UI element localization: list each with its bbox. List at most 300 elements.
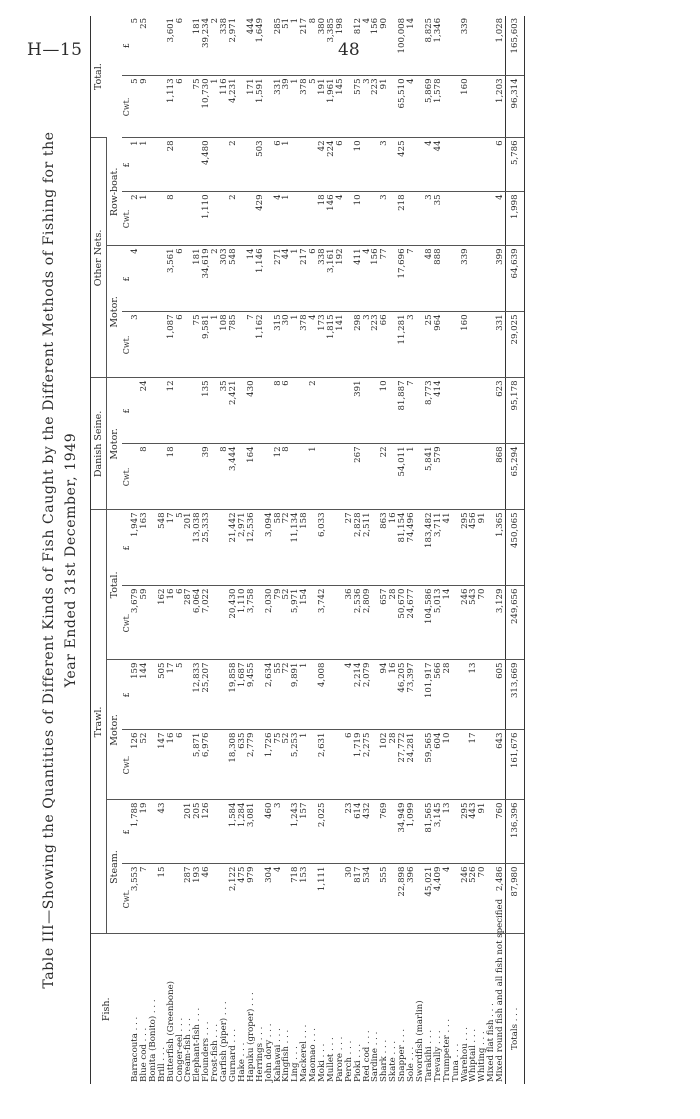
table-cell: 135 xyxy=(202,378,211,444)
table-cell: 5 xyxy=(131,76,140,138)
fish-name-cell: Elephant-fish . . . xyxy=(192,1007,203,1082)
table-cell: 30 xyxy=(345,864,354,934)
table-cell xyxy=(291,444,300,510)
table-cell: 23 xyxy=(345,800,354,864)
table-cell: 1 xyxy=(291,16,300,76)
table-cell: 162 xyxy=(158,586,167,660)
table-cell xyxy=(416,192,425,246)
table-cell: 304 xyxy=(265,864,274,934)
unit-pound: £ xyxy=(122,800,131,864)
table-cell: 20,430 xyxy=(229,586,238,660)
table-cell: 1,584 xyxy=(229,800,238,864)
fish-name-cell: Barracouta . . . xyxy=(130,1016,140,1082)
table-cell: 548 xyxy=(158,510,167,586)
table-row xyxy=(425,16,434,1084)
table-cell: 3,601 xyxy=(167,16,176,76)
unit-pound: £ xyxy=(122,378,131,444)
table-cell: 144 xyxy=(140,660,149,730)
table-cell: 75 xyxy=(193,312,202,378)
table-cell: 2,421 xyxy=(229,378,238,444)
table-cell: 339 xyxy=(461,246,470,312)
table-cell: 4 xyxy=(336,192,345,246)
fish-name-cell: Red cod . . . xyxy=(361,1030,372,1082)
table-row xyxy=(407,16,416,1084)
total-value-cell: 1,998 xyxy=(506,192,525,246)
table-cell: 411 xyxy=(354,246,363,312)
table-cell xyxy=(443,138,452,192)
fish-name-cell: Sole . . . xyxy=(406,1046,417,1082)
table-cell: 1,578 xyxy=(434,76,443,138)
table-cell: 2,631 xyxy=(318,730,327,800)
table-cell xyxy=(300,138,309,192)
table-cell: 298 xyxy=(354,312,363,378)
table-cell: 769 xyxy=(380,800,389,864)
table-cell xyxy=(265,138,274,192)
table-cell: 223 xyxy=(371,76,380,138)
table-cell: 193 xyxy=(193,864,202,934)
table-cell xyxy=(149,246,158,312)
table-cell: 2,511 xyxy=(363,510,372,586)
fish-name-cell: Whiptail . . . xyxy=(468,1028,479,1082)
table-cell: 25 xyxy=(425,312,434,378)
table-row xyxy=(443,16,452,1084)
table-cell: 475 xyxy=(238,864,247,934)
table-cell: 643 xyxy=(496,730,505,800)
rotated-table-container xyxy=(38,17,648,1090)
table-cell xyxy=(327,510,336,586)
table-cell: 6,064 xyxy=(193,586,202,660)
table-cell: 1 xyxy=(211,76,220,138)
table-cell: 1 xyxy=(282,138,291,192)
table-cell xyxy=(371,138,380,192)
table-cell xyxy=(149,378,158,444)
table-cell: 102 xyxy=(380,730,389,800)
table-cell: 16 xyxy=(389,660,398,730)
table-cell: 104,586 xyxy=(425,586,434,660)
table-cell xyxy=(363,444,372,510)
table-cell: 218 xyxy=(398,192,407,246)
rowboat-header: Row-boat. xyxy=(107,138,123,246)
fish-name-cell: Herrings . . . xyxy=(254,1026,265,1082)
table-cell: 1,146 xyxy=(256,246,265,312)
table-cell: 6 xyxy=(282,378,291,444)
grand-total-header: Total. xyxy=(91,16,107,138)
fish-name-cell: Bonita (Bonito) . . . xyxy=(147,999,158,1082)
fish-name-cell: Gurnard . . . xyxy=(227,1028,238,1082)
table-cell xyxy=(487,192,496,246)
table-cell xyxy=(469,378,478,444)
table-cell xyxy=(140,246,149,312)
table-cell xyxy=(167,864,176,934)
table-cell: 73,397 xyxy=(407,660,416,730)
table-cell: 10,730 xyxy=(202,76,211,138)
table-cell: 201 xyxy=(184,510,193,586)
table-cell: 1,687 xyxy=(238,660,247,730)
unit-cwt: Cwt. xyxy=(122,586,131,660)
table-cell: 3 xyxy=(425,192,434,246)
table-cell xyxy=(220,138,229,192)
table-cell xyxy=(469,312,478,378)
table-cell: 604 xyxy=(434,730,443,800)
total-value-cell: 87,980 xyxy=(506,864,525,934)
table-cell xyxy=(469,246,478,312)
table-cell: 13 xyxy=(469,660,478,730)
table-cell: 25,207 xyxy=(202,660,211,730)
table-cell: 10 xyxy=(443,730,452,800)
table-cell xyxy=(184,378,193,444)
table-cell: 154 xyxy=(300,586,309,660)
fish-name-cell: Blue cod . . . xyxy=(138,1027,149,1082)
table-cell: 58 xyxy=(274,510,283,586)
table-cell: 91 xyxy=(478,510,487,586)
table-cell: 6 xyxy=(176,730,185,800)
table-cell: 91 xyxy=(478,800,487,864)
table-cell xyxy=(184,138,193,192)
table-cell xyxy=(176,192,185,246)
table-row xyxy=(176,16,185,1084)
table-row xyxy=(434,16,443,1084)
table-cell: 579 xyxy=(434,444,443,510)
table-row xyxy=(229,16,238,1084)
table-cell: 4,231 xyxy=(229,76,238,138)
table-row xyxy=(140,16,149,1084)
table-cell: 50,670 xyxy=(398,586,407,660)
trawl-header: Trawl. xyxy=(91,510,107,934)
fish-name-cell: Mullet . . . xyxy=(325,1037,336,1082)
table-cell: 3 xyxy=(131,312,140,378)
table-cell: 59,565 xyxy=(425,730,434,800)
table-cell: 16 xyxy=(167,586,176,660)
table-row xyxy=(336,16,345,1084)
table-cell xyxy=(211,864,220,934)
table-row xyxy=(300,16,309,1084)
table-cell xyxy=(220,192,229,246)
table-cell: 8 xyxy=(167,192,176,246)
table-cell: 5 xyxy=(309,76,318,138)
table-cell xyxy=(176,444,185,510)
table-cell xyxy=(211,660,220,730)
table-cell: 5,871 xyxy=(193,730,202,800)
table-cell: 157 xyxy=(300,800,309,864)
table-cell: 635 xyxy=(238,730,247,800)
table-cell: 28 xyxy=(443,660,452,730)
table-cell: 205 xyxy=(193,800,202,864)
trawl-total-header: Total. xyxy=(107,510,123,660)
table-cell xyxy=(336,730,345,800)
table-cell: 812 xyxy=(354,16,363,76)
table-cell: 3,679 xyxy=(131,586,140,660)
table-cell: 163 xyxy=(140,510,149,586)
table-cell: 3,081 xyxy=(247,800,256,864)
table-cell xyxy=(327,378,336,444)
table-cell: 7 xyxy=(407,378,416,444)
table-cell: 2,079 xyxy=(363,660,372,730)
table-cell: 3,385 xyxy=(327,16,336,76)
table-cell: 3 xyxy=(363,312,372,378)
table-cell: 1 xyxy=(407,444,416,510)
table-cell xyxy=(265,192,274,246)
table-cell: 2,030 xyxy=(265,586,274,660)
table-cell xyxy=(461,444,470,510)
fish-name-cell: Kingfish . . . xyxy=(281,1029,292,1082)
fish-name-cell: Ling . . . xyxy=(290,1046,301,1082)
table-cell xyxy=(149,312,158,378)
table-cell xyxy=(318,444,327,510)
table-cell: 1,961 xyxy=(327,76,336,138)
table-cell: 164 xyxy=(247,444,256,510)
table-cell: 21,442 xyxy=(229,510,238,586)
table-cell xyxy=(469,444,478,510)
unit-pound: £ xyxy=(122,16,131,76)
table-cell: 555 xyxy=(380,864,389,934)
table-cell: 1,113 xyxy=(167,76,176,138)
table-cell xyxy=(211,510,220,586)
table-cell: 11,281 xyxy=(398,312,407,378)
fish-name-cell: Whiting . . . xyxy=(477,1031,488,1082)
table-cell: 90 xyxy=(380,16,389,76)
table-cell: 30 xyxy=(282,312,291,378)
table-title-line-1: Table III—Showing the Quantities of Different Kinds of Fish Caught by the Different Methods of Fishing for the xyxy=(41,131,57,989)
table-cell xyxy=(131,444,140,510)
table-cell: 1 xyxy=(309,444,318,510)
table-cell: 4,480 xyxy=(202,138,211,192)
table-cell: 81,154 xyxy=(398,510,407,586)
table-cell xyxy=(327,444,336,510)
total-value-cell: 64,639 xyxy=(506,246,525,312)
table-cell: 303 xyxy=(220,246,229,312)
total-value-cell: 313,669 xyxy=(506,660,525,730)
table-cell xyxy=(363,378,372,444)
table-cell: 614 xyxy=(354,800,363,864)
totals-row xyxy=(506,16,525,1084)
table-cell xyxy=(291,138,300,192)
table-cell: 1,726 xyxy=(265,730,274,800)
other-nets-header: Other Nets. xyxy=(91,138,107,378)
unit-cwt: Cwt. xyxy=(122,76,131,138)
table-cell: 1 xyxy=(211,312,220,378)
table-cell: 3 xyxy=(363,76,372,138)
table-cell: 246 xyxy=(461,586,470,660)
table-cell xyxy=(176,138,185,192)
total-value-cell: 96,314 xyxy=(506,76,525,138)
table-cell: 217 xyxy=(300,16,309,76)
table-cell: 505 xyxy=(158,660,167,730)
fish-catch-table xyxy=(90,16,525,1084)
table-cell xyxy=(336,444,345,510)
table-cell: 5,971 xyxy=(291,586,300,660)
table-row xyxy=(167,16,176,1084)
table-cell xyxy=(371,192,380,246)
table-cell xyxy=(291,378,300,444)
table-cell: 2,025 xyxy=(318,800,327,864)
table-cell: 91 xyxy=(380,76,389,138)
table-cell: 8 xyxy=(220,444,229,510)
table-cell: 534 xyxy=(363,864,372,934)
table-cell xyxy=(452,138,461,192)
table-cell: 246 xyxy=(461,864,470,934)
table-cell xyxy=(327,586,336,660)
table-cell: 15 xyxy=(158,864,167,934)
fish-name-cell: Parore . . . xyxy=(334,1036,345,1082)
table-row xyxy=(461,16,470,1084)
table-cell xyxy=(469,76,478,138)
table-cell: 160 xyxy=(461,312,470,378)
table-cell xyxy=(318,378,327,444)
table-title xyxy=(38,30,82,1090)
table-cell xyxy=(478,378,487,444)
table-cell: 6 xyxy=(309,246,318,312)
table-cell: 4,409 xyxy=(434,864,443,934)
table-cell xyxy=(478,246,487,312)
table-cell xyxy=(443,378,452,444)
trawl-motor-header: Motor. xyxy=(107,660,123,800)
table-cell xyxy=(327,660,336,730)
table-cell: 72 xyxy=(282,510,291,586)
table-cell xyxy=(184,444,193,510)
table-cell xyxy=(443,192,452,246)
fish-name-cell: Garfish (piper) . . . xyxy=(219,1001,230,1082)
table-cell: 70 xyxy=(478,864,487,934)
unit-pound: £ xyxy=(122,660,131,730)
table-cell: 28 xyxy=(389,730,398,800)
total-value-cell: 29,025 xyxy=(506,312,525,378)
table-cell: 1 xyxy=(131,138,140,192)
table-cell xyxy=(416,138,425,192)
table-cell: 79 xyxy=(274,586,283,660)
table-cell: 6 xyxy=(176,16,185,76)
table-cell: 17 xyxy=(167,660,176,730)
table-cell: 785 xyxy=(229,312,238,378)
table-cell xyxy=(211,730,220,800)
table-cell xyxy=(300,444,309,510)
table-cell: 9,891 xyxy=(291,660,300,730)
table-row xyxy=(345,16,354,1084)
table-row xyxy=(291,16,300,1084)
unit-cwt: Cwt. xyxy=(122,444,131,510)
table-cell: 5,013 xyxy=(434,586,443,660)
fish-name-cell: Brill . . . xyxy=(156,1046,167,1082)
trawl-steam-header: Steam. xyxy=(107,800,123,934)
table-cell: 77 xyxy=(380,246,389,312)
table-cell xyxy=(300,378,309,444)
table-cell: 19 xyxy=(140,800,149,864)
table-cell: 181 xyxy=(193,16,202,76)
table-cell xyxy=(443,246,452,312)
table-cell: 22,898 xyxy=(398,864,407,934)
table-cell: 43 xyxy=(158,800,167,864)
table-cell: 2 xyxy=(131,192,140,246)
table-cell: 1 xyxy=(300,660,309,730)
table-cell: 28 xyxy=(389,586,398,660)
table-cell xyxy=(452,378,461,444)
table-row xyxy=(389,16,398,1084)
table-cell: 1 xyxy=(291,246,300,312)
table-cell: 657 xyxy=(380,586,389,660)
table-cell: 399 xyxy=(496,246,505,312)
table-cell: 1,028 xyxy=(496,16,505,76)
table-cell: 34,619 xyxy=(202,246,211,312)
fish-name-cell: John dory . . . xyxy=(263,1023,274,1082)
table-cell: 36 xyxy=(345,586,354,660)
fish-name-cell: Hapuku (groper) . . . xyxy=(245,992,256,1082)
table-cell: 224 xyxy=(327,138,336,192)
table-row xyxy=(274,16,283,1084)
table-cell xyxy=(256,378,265,444)
table-cell: 414 xyxy=(434,378,443,444)
table-cell: 24,677 xyxy=(407,586,416,660)
table-cell: 59 xyxy=(140,586,149,660)
table-cell: 4 xyxy=(309,312,318,378)
table-cell: 156 xyxy=(371,16,380,76)
table-cell: 74,496 xyxy=(407,510,416,586)
table-cell: 2,486 xyxy=(496,864,505,934)
table-row xyxy=(318,16,327,1084)
table-cell: 4 xyxy=(363,246,372,312)
table-cell xyxy=(256,444,265,510)
table-cell: 44 xyxy=(282,246,291,312)
table-cell: 14 xyxy=(407,16,416,76)
table-cell: 5,253 xyxy=(291,730,300,800)
table-cell: 141 xyxy=(336,312,345,378)
table-cell: 156 xyxy=(371,246,380,312)
table-cell: 201 xyxy=(184,800,193,864)
table-cell xyxy=(452,660,461,730)
table-cell: 3,561 xyxy=(167,246,176,312)
table-cell: 18 xyxy=(167,444,176,510)
table-cell: 146 xyxy=(327,192,336,246)
table-cell: 3 xyxy=(380,192,389,246)
table-cell: 8 xyxy=(282,444,291,510)
fish-name-cell: Warehou . . . xyxy=(459,1026,470,1082)
fish-name-cell: Frost-fish . . . xyxy=(210,1023,221,1082)
table-cell: 4 xyxy=(345,660,354,730)
table-cell: 171 xyxy=(247,76,256,138)
table-cell: 13,038 xyxy=(193,510,202,586)
table-cell: 1 xyxy=(282,192,291,246)
table-cell: 1,162 xyxy=(256,312,265,378)
table-row xyxy=(380,16,389,1084)
table-cell: 173 xyxy=(318,312,327,378)
total-value-cell: 161,676 xyxy=(506,730,525,800)
table-cell: 39 xyxy=(282,76,291,138)
table-cell: 1,110 xyxy=(202,192,211,246)
table-cell xyxy=(149,16,158,76)
table-cell: 605 xyxy=(496,660,505,730)
table-cell: 460 xyxy=(265,800,274,864)
table-cell: 145 xyxy=(336,76,345,138)
table-cell: 17,696 xyxy=(398,246,407,312)
table-cell: 22 xyxy=(380,444,389,510)
table-row xyxy=(131,16,140,1084)
unit-cwt: Cwt. xyxy=(122,312,131,378)
table-cell: 6 xyxy=(176,246,185,312)
table-cell: 1 xyxy=(300,730,309,800)
table-cell xyxy=(238,312,247,378)
table-cell: 3,444 xyxy=(229,444,238,510)
table-row xyxy=(220,16,229,1084)
unit-cwt: Cwt. xyxy=(122,864,131,934)
table-cell: 868 xyxy=(496,444,505,510)
table-cell: 9 xyxy=(140,76,149,138)
table-cell: 432 xyxy=(363,800,372,864)
table-row xyxy=(452,16,461,1084)
table-cell xyxy=(478,444,487,510)
fish-name-cell: Cream-fish . . . xyxy=(183,1017,194,1082)
table-cell: 6 xyxy=(176,586,185,660)
table-cell: 339 xyxy=(461,16,470,76)
table-row xyxy=(363,16,372,1084)
fish-name-cell: Swordfish (marlin) xyxy=(415,1000,425,1082)
